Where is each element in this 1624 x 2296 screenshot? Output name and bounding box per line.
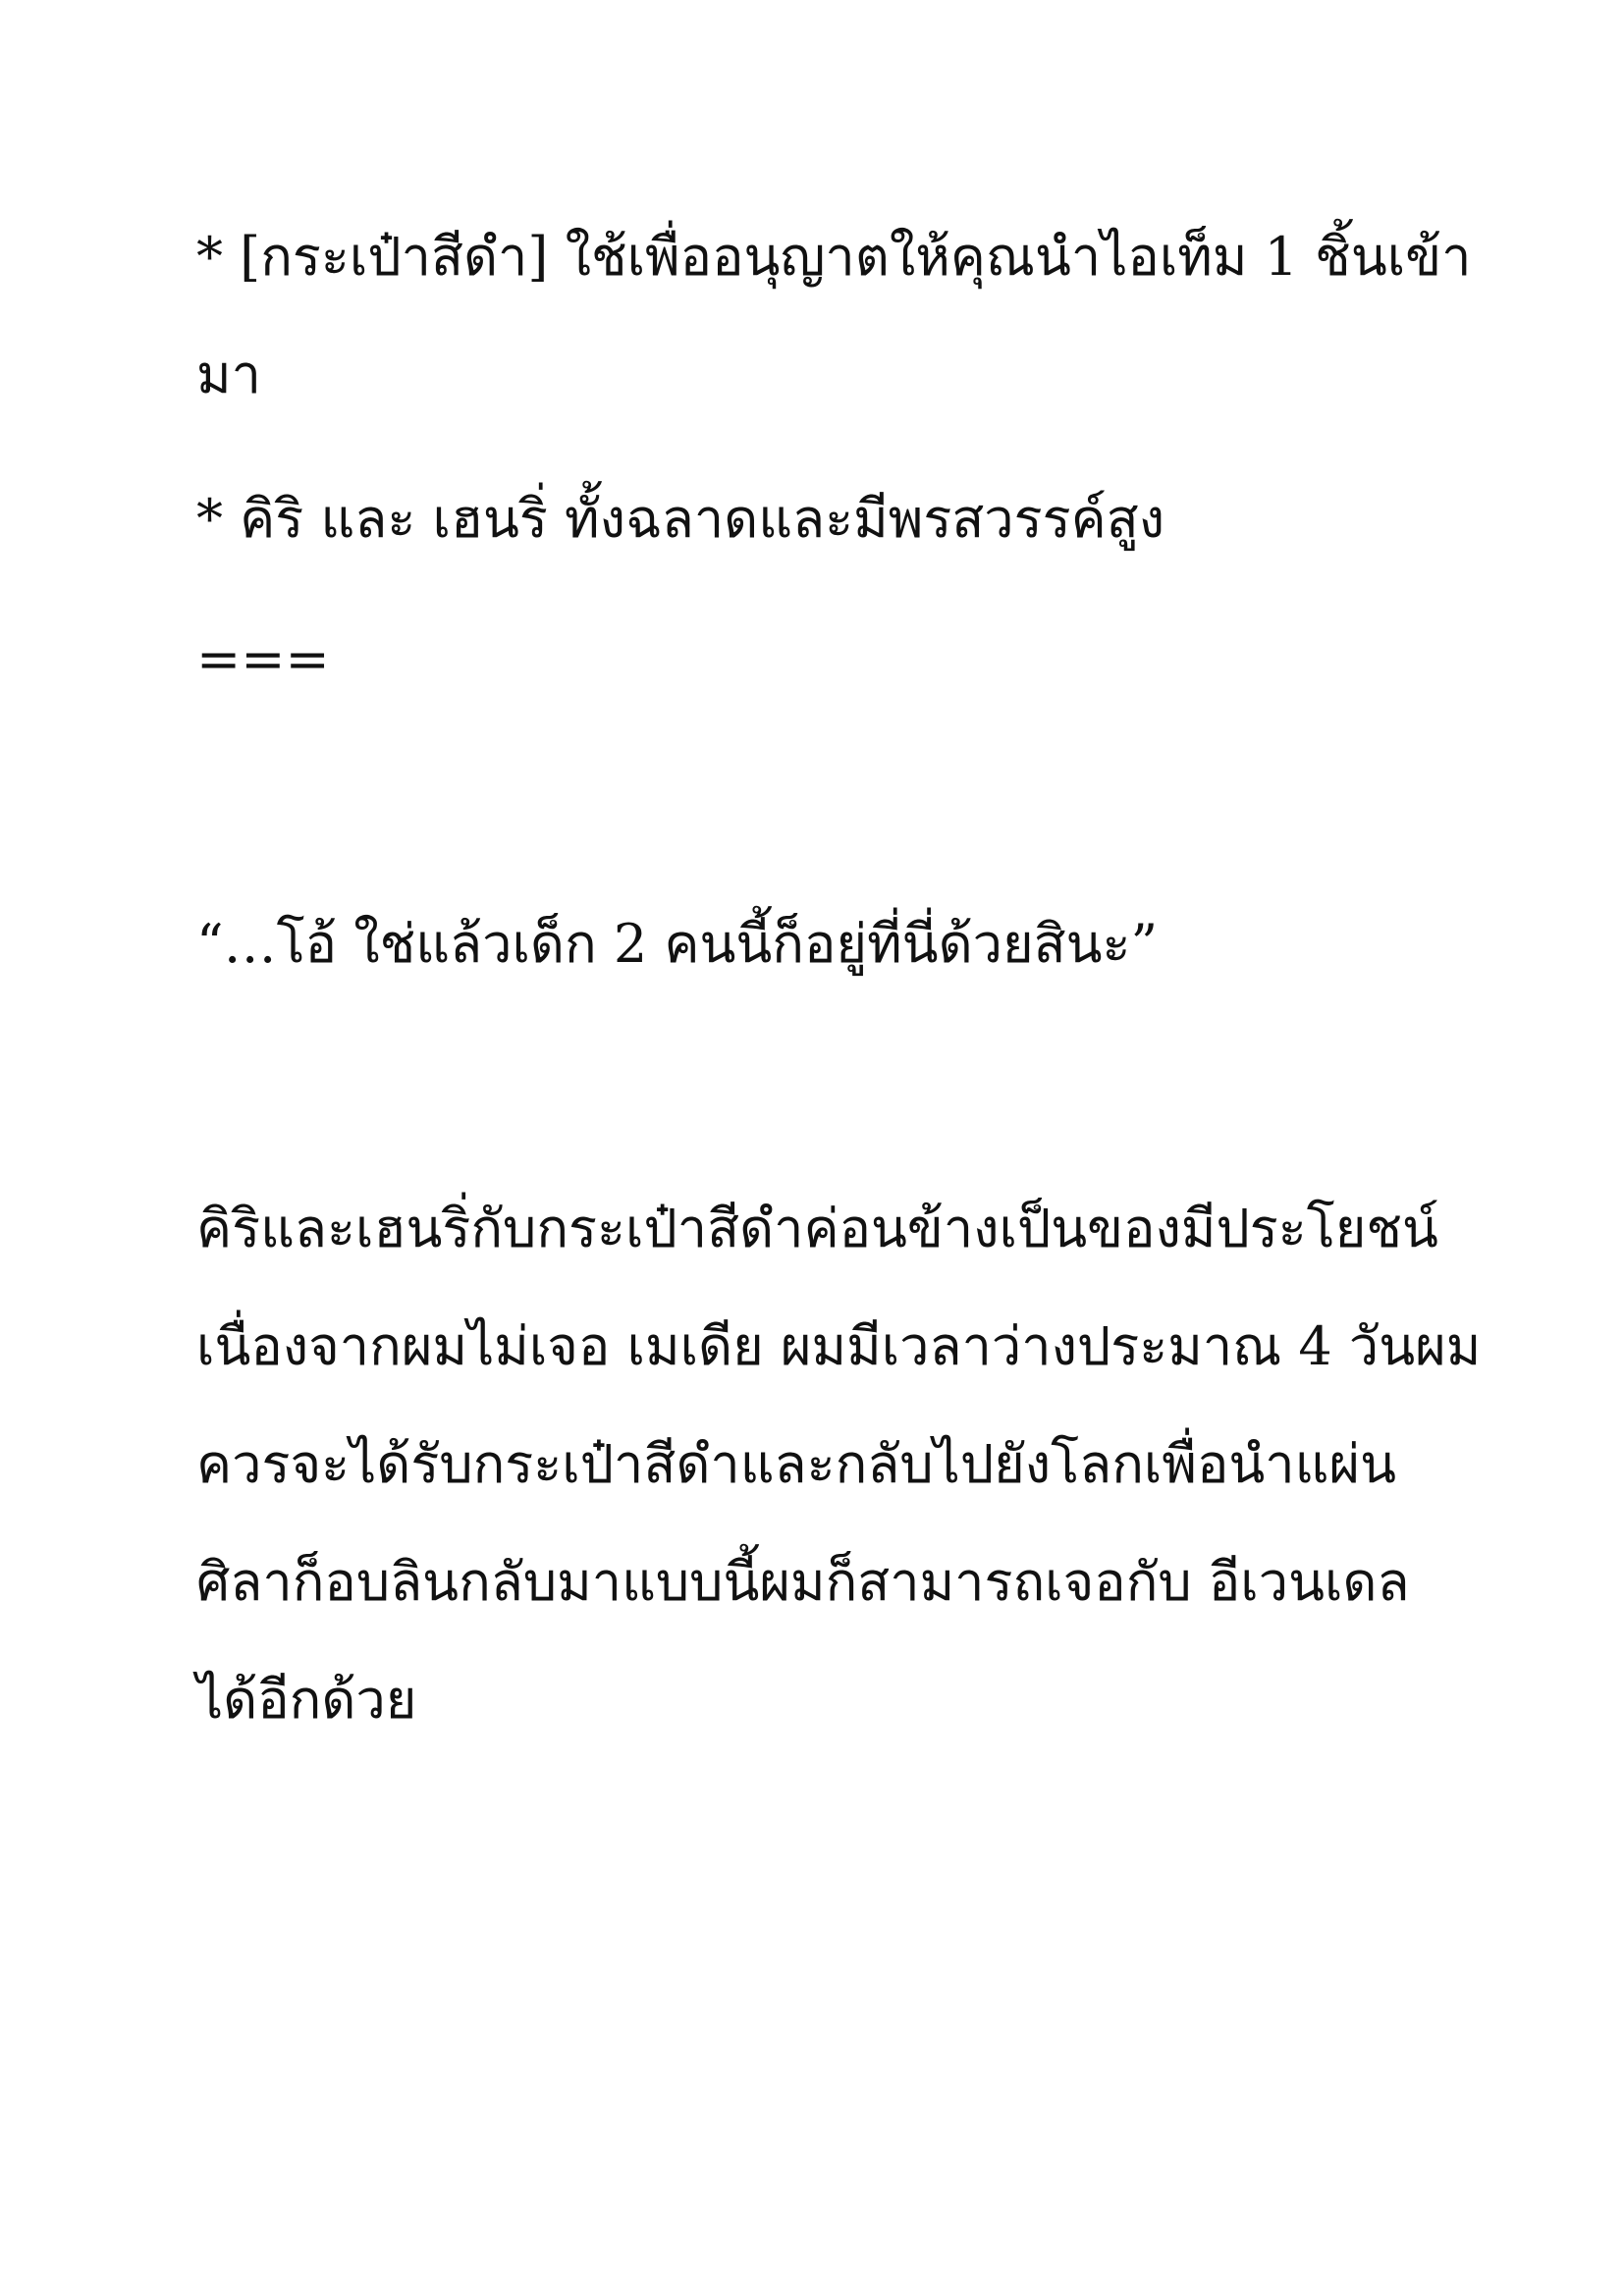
item-black-bag-line-cont: มา bbox=[196, 344, 261, 405]
paragraph-line-5: ได้อีกด้วย bbox=[196, 1669, 417, 1731]
paragraph-line-3: ควรจะได้รับกระเป๋าสีดำและกลับไปยังโลกเพื่อนำแผ่น bbox=[196, 1433, 1396, 1495]
item-black-bag-line: * [กระเป๋าสีดำ] ใช้เพื่ออนุญาตให้คุณนำไอเท็ม 1 ชิ้นเข้า bbox=[196, 226, 1472, 288]
paragraph-line-2: เนื่องจากผมไม่เจอ เมเดีย ผมมีเวลาว่างประมาณ 4 วันผม bbox=[196, 1315, 1482, 1377]
kiri-henry-line: * คิริ และ เฮนริ่ ทั้งฉลาดและมีพรสวรรค์สูง bbox=[196, 488, 1165, 550]
paragraph-line-1: คิริและเฮนริ่กับกระเป๋าสีดำค่อนข้างเป็นของมีประโยชน์ bbox=[196, 1198, 1438, 1259]
paragraph-line-4: ศิลาก็อบลินกลับมาแบบนี้ผมก็สามารถเจอกับ อีเวนเดล bbox=[196, 1551, 1410, 1613]
section-divider: === bbox=[196, 628, 330, 690]
dialogue-line: “…โอ้ ใช่แล้วเด็ก 2 คนนี้ก็อยู่ที่นี่ด้วยสินะ” bbox=[196, 913, 1159, 975]
